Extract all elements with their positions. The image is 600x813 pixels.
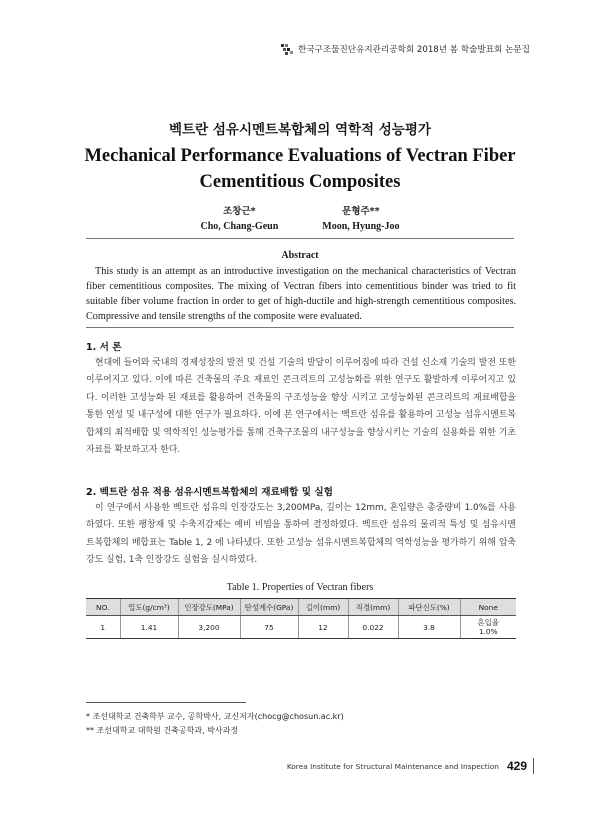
author-1-korean: 조창근* [223,206,256,217]
mix-ratio-label: 혼입율 [477,618,499,627]
author-2-korean: 문형주** [342,206,380,217]
table-cell: 3.8 [398,616,460,639]
table-cell: 0.022 [348,616,398,639]
paper-title-english [0,143,600,195]
institute-logo-icon [281,44,294,55]
paper-title-korean: 벡트란 섬유시멘트복합체의 역학적 성능평가 [169,122,431,138]
author-2 [322,203,399,232]
section-1-heading: 1. 서 론 [86,342,122,353]
author-list [0,203,600,232]
table-header-row [86,599,516,616]
footer-organization: Korea Institute for Structural Maintenance and Inspection [286,761,499,771]
author-1 [200,203,278,232]
table-cell: 75 [240,616,298,639]
section-2-heading: 2. 벡트란 섬유 적용 섬유시멘트복합체의 재료배합 및 실험 [86,487,333,498]
table-row [86,616,516,639]
table-header-cell: 파단신도(%) [398,599,460,616]
table-header-cell: NO. [86,599,120,616]
table-header-cell: 길이(mm) [298,599,348,616]
abstract-bottom-rule [86,327,514,328]
footnotes [86,710,344,738]
table-cell-mix-ratio [460,616,516,639]
table-cell: 12 [298,616,348,639]
table-header-cell: None [460,599,516,616]
footnote-2: ** 조선대학교 대학원 건축공학과, 박사과정 [86,726,239,735]
footnote-rule [86,702,246,703]
author-2-english: Moon, Hyung-Joo [322,221,400,232]
footer-divider [533,758,534,774]
page-number: 429 [506,759,527,773]
table-header-cell: 밀도(g/cm³) [120,599,178,616]
table-cell: 3,200 [178,616,240,639]
mix-ratio-value: 1.0% [478,627,498,636]
abstract-top-rule [86,238,514,239]
section-2-body: 이 연구에서 사용한 벡트란 섬유의 인장강도는 3,200MPa, 길이는 12mm, 혼입량은 총중량비 1.0%를 사용하였다. 또한 팽창재 및 수축저감제는 예비 비빔을 통하여 결정하였다. 벡트란 섬유의 물리적 특성 및 섬유시멘트복합체의 배합표는 Table 1, 2 에 나타냈다. 또한 고성능 섬유시멘트복합체의 역학성능을 평가하기 위해 압축강도 실험, 1축 인장강도 실험을 실시하였다. [86,503,516,566]
table-cell: 1 [86,616,120,639]
abstract-text: This study is an attempt as an introductive investigation on the mechanical characteristics of Vectran fiber cementitious composites. The mixing of Vectran fibers into cementitious binder was tried to fit suitable fiber volume fraction in order to get of high-ductile and high-strength cementitious composites. Compressive and tensile strengths of the composite were evaluated. [86,266,516,322]
paper-title-english-line1: Mechanical Performance Evaluations of Vectran Fiber [84,146,516,166]
running-header [281,43,530,55]
paper-title-english-line2: Cementitious Composites [199,172,401,192]
table-header-cell: 인장강도(MPa) [178,599,240,616]
table-header-cell: 직경(mm) [348,599,398,616]
proceedings-title: 한국구조물진단유지관리공학회 2018년 봄 학술발표회 논문집 [297,45,530,55]
footnote-1: * 조선대학교 건축학부 교수, 공학박사, 교신저자(chocg@chosun.ac.kr) [86,712,344,721]
section-1-body: 현대에 들어와 국내의 경제성장의 발전 및 건설 기술의 발달이 이루어짐에 따라 건설 신소재 기술의 발전 또한 이루어지고 있다. 이에 따른 건축물의 주요 재료인 콘크리트의 고성능화를 위한 연구도 활발하게 이루어지고 있다. 이러한 고성능화 된 재료를 활용하여 건축물의 구조성능을 향상 시키고 고성능화된 콘크리트의 재료배합을 통한 연성 및 내구성에 대한 연구가 필요하다. 이에 본 연구에서는 벡트란 섬유를 활용하여 고성능 섬유시멘트복합체의 최적배합 및 역학적인 성능평가를 통해 건축구조물의 내구성능을 향상시키는 기술의 실용화를 위한 기초자료를 확보하고자 한다. [86,358,516,456]
table-caption: Table 1. Properties of Vectran fibers [226,582,374,593]
page-footer [287,758,534,774]
table-cell: 1.41 [120,616,178,639]
author-1-english: Cho, Chang-Geun [200,221,279,232]
properties-table [86,598,516,639]
table-header-cell: 탄성계수(GPa) [240,599,298,616]
abstract-heading: Abstract [281,250,319,261]
